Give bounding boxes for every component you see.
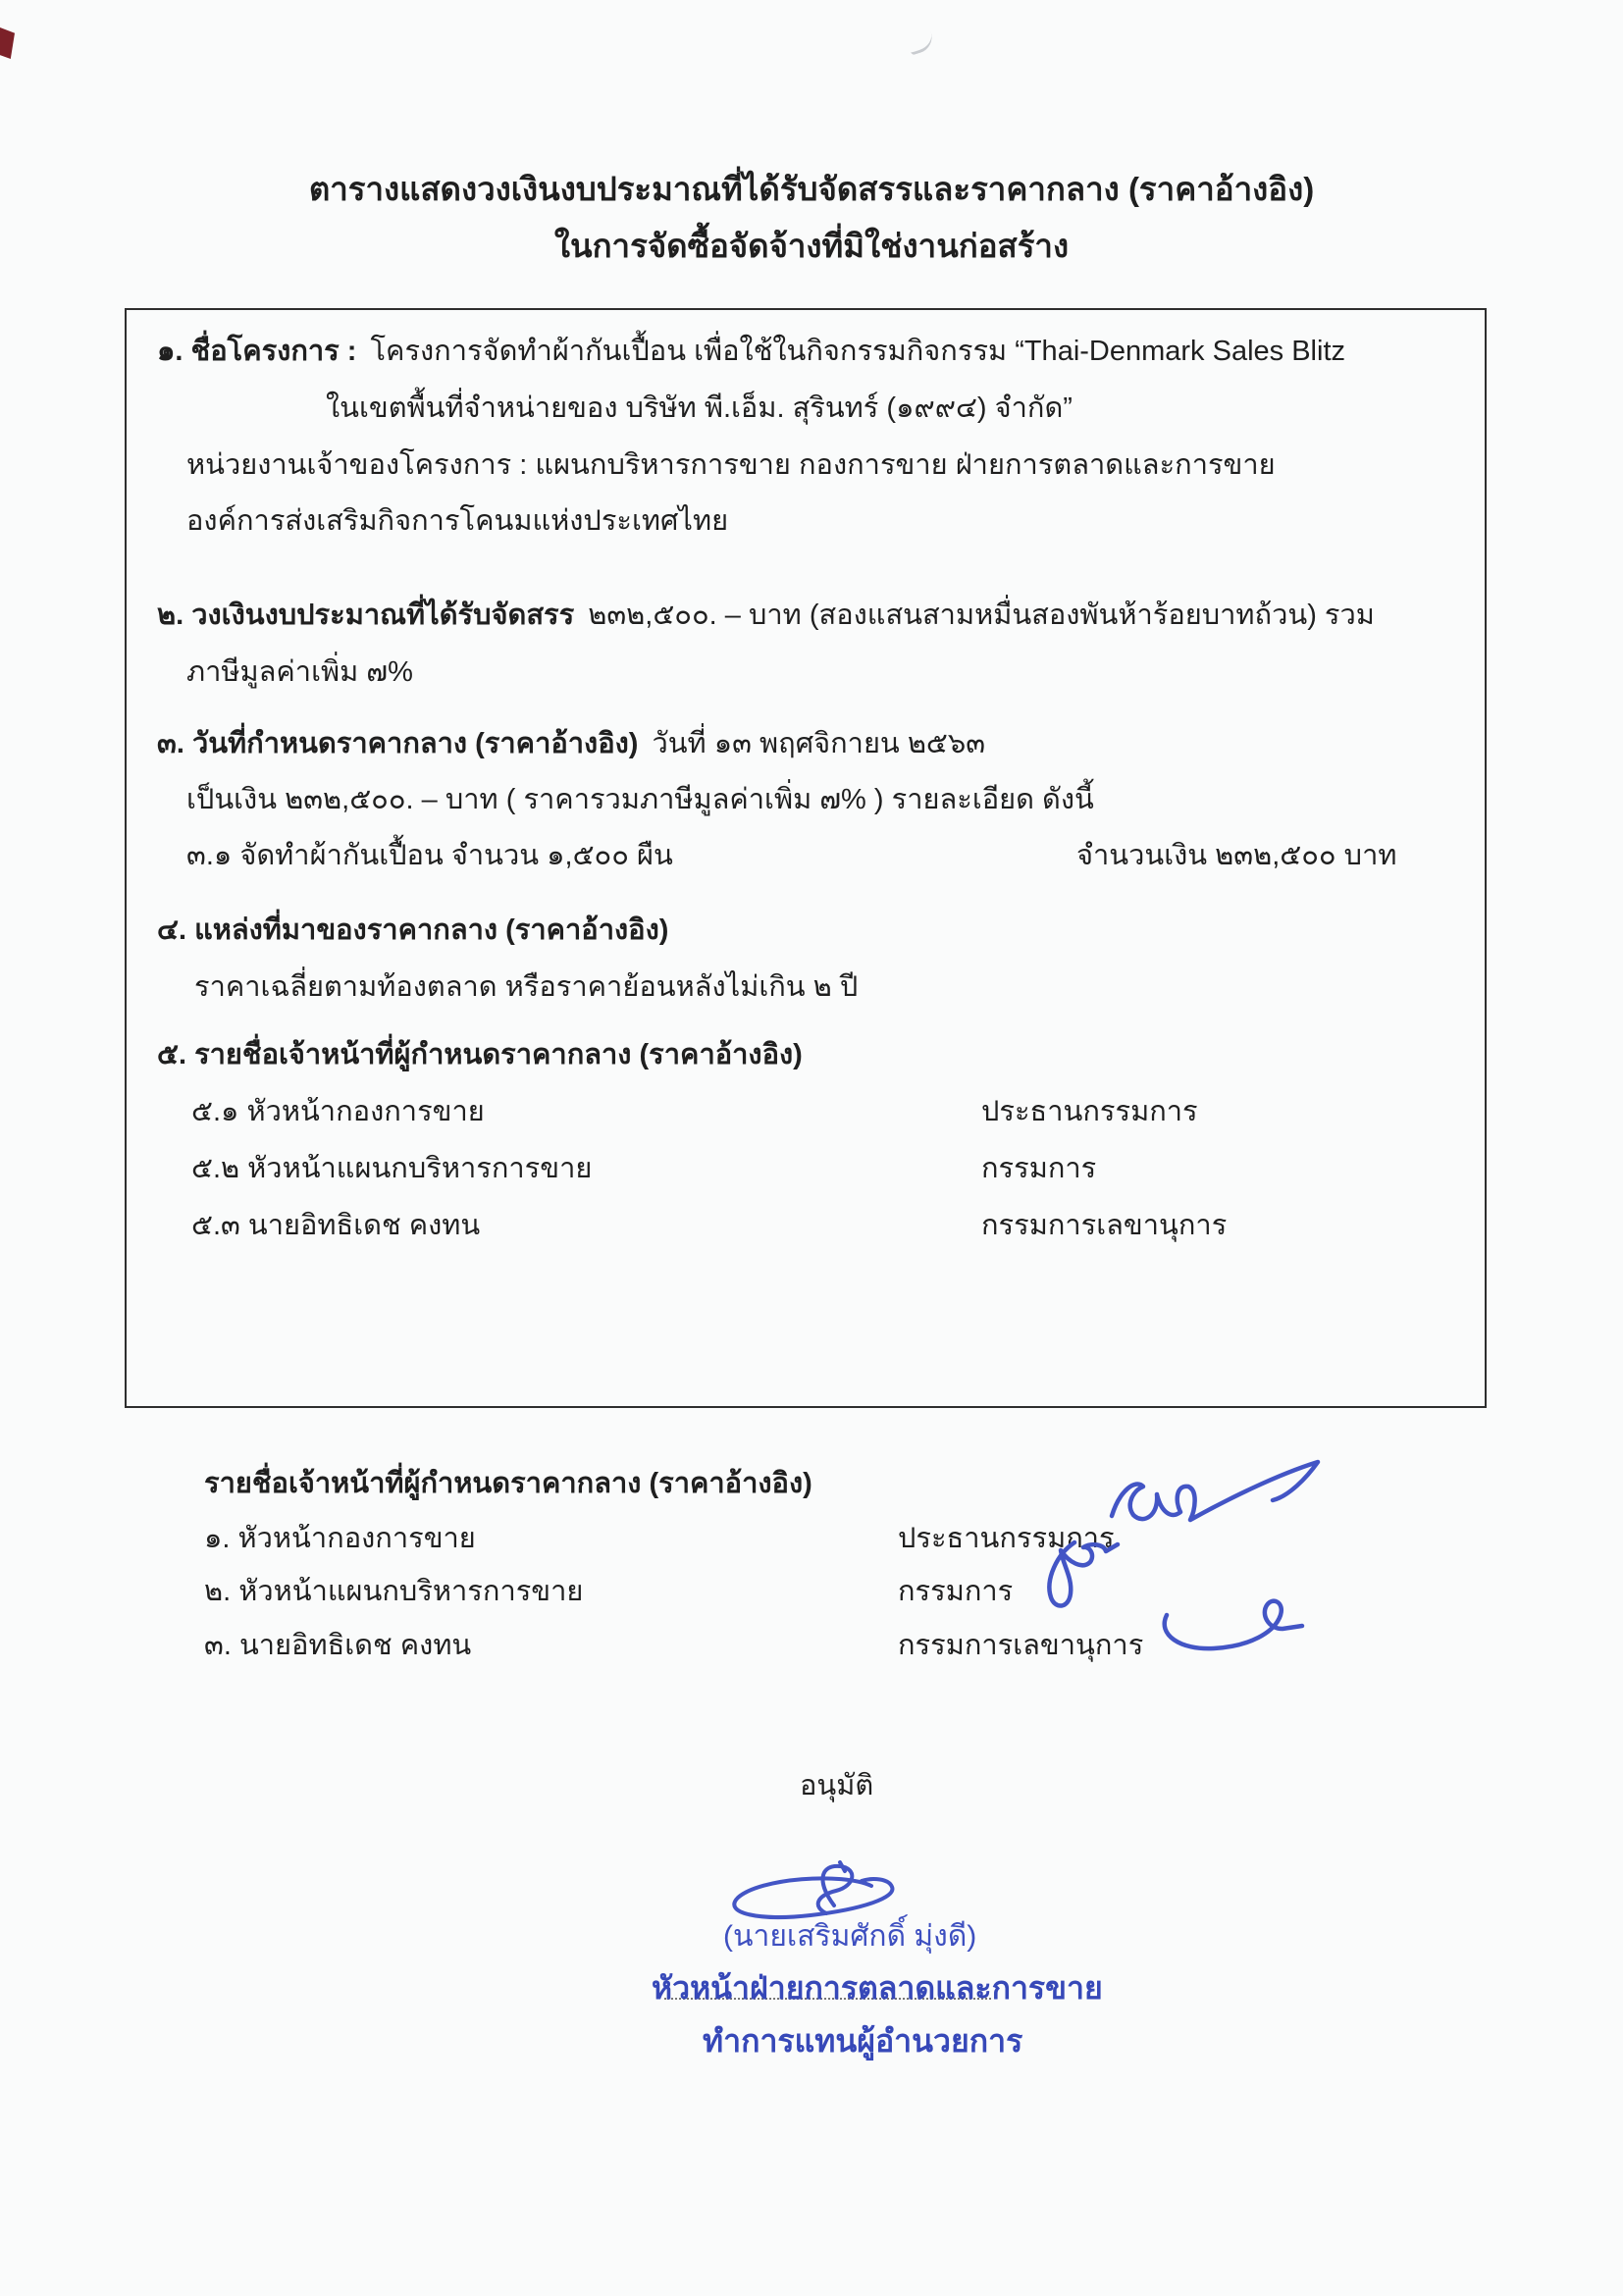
signoff-row3-name: ๓. นายอิทธิเดช คงทน (204, 1630, 472, 1661)
approver-title-stamp-line1: หัวหน้าฝ่ายการตลาดและการขาย (652, 1970, 1103, 2006)
item1-owner-agency-line2: องค์การส่งเสริมกิจการโคนมแห่งประเทศไทย (186, 505, 729, 537)
approver-name: (นายเสริมศักดิ์ มุ่งดี) (723, 1920, 977, 1953)
signoff-heading: รายชื่อเจ้าหน้าที่ผู้กำหนดราคากลาง (ราคาอ้างอิง) (204, 1468, 812, 1499)
scan-artifact-red-mark (0, 27, 15, 59)
item3-date-line1 (157, 726, 985, 763)
signoff-row2-name: ๒. หัวหน้าแผนกบริหารการขาย (204, 1576, 584, 1607)
item5-row2-role: กรรมการ (981, 1153, 1097, 1184)
item5-officials-label: ๕. รายชื่อเจ้าหน้าที่ผู้กำหนดราคากลาง (ราคาอ้างอิง) (157, 1039, 803, 1070)
approval-label: อนุมัติ (800, 1770, 874, 1801)
document-title-line1: ตารางแสดงวงเงินงบประมาณที่ได้รับจัดสรรและราคากลาง (ราคาอ้างอิง) (308, 171, 1315, 207)
item5-row3-role: กรรมการเลขานุการ (981, 1210, 1228, 1241)
item2-label: ๒. วงเงินงบประมาณที่ได้รับจัดสรร (157, 600, 575, 631)
item1-project-name-line1 (157, 334, 1345, 371)
item4-source-text: ราคาเฉลี่ยตามท้องตลาด หรือราคาย้อนหลังไม่เกิน ๒ ปี (194, 971, 859, 1003)
item3-amount-detail: เป็นเงิน ๒๓๒,๕๐๐. – บาท ( ราคารวมภาษีมูลค่าเพิ่ม ๗% ) รายละเอียด ดังนี้ (186, 784, 1094, 815)
item3-sub-amount: จำนวนเงิน ๒๓๒,๕๐๐ บาท (1076, 840, 1397, 871)
item2-budget-line1 (157, 598, 1375, 635)
item1-owner-agency-line1: หน่วยงานเจ้าของโครงการ : แผนกบริหารการขาย กองการขาย ฝ่ายการตลาดและการขาย (186, 449, 1276, 481)
scan-artifact-smudge (907, 31, 936, 55)
item2-budget-line2: ภาษีมูลค่าเพิ่ม ๗% (186, 656, 413, 688)
signoff-row3-role: กรรมการเลขานุการ (898, 1630, 1144, 1661)
item3-sub-item: ๓.๑ จัดทำผ้ากันเปื้อน จำนวน ๑,๕๐๐ ผืน (186, 840, 673, 871)
item5-row1-role: ประธานกรรมการ (981, 1096, 1198, 1127)
item5-row3-name: ๕.๓ นายอิทธิเดช คงทน (191, 1210, 481, 1241)
signoff-row2-role: กรรมการ (898, 1576, 1014, 1607)
approver-title-stamp-line2: ทำการแทนผู้อำนวยการ (703, 2023, 1023, 2059)
signature-chairman-icon (1104, 1455, 1335, 1548)
item3-date-text: วันที่ ๑๓ พฤศจิกายน ๒๕๖๓ (652, 728, 986, 759)
item1-project-name-line2: ในเขตพื้นที่จำหน่ายของ บริษัท พี.เอ็ม. สุรินทร์ (๑๙๙๔) จำกัด” (326, 392, 1073, 424)
item5-row1-name: ๕.๑ หัวหน้ากองการขาย (191, 1096, 485, 1127)
signoff-row1-name: ๑. หัวหน้ากองการขาย (204, 1523, 476, 1554)
signature-secretary-icon (1153, 1588, 1315, 1656)
signature-member-icon (1035, 1537, 1138, 1615)
signoff-row1-role: ประธานกรรมการ (898, 1523, 1115, 1554)
item1-label: ๑. ชื่อโครงการ : (157, 336, 357, 367)
item5-row2-name: ๕.๒ หัวหน้าแผนกบริหารการขาย (191, 1153, 593, 1184)
item4-source-label: ๔. แหล่งที่มาของราคากลาง (ราคาอ้างอิง) (157, 914, 669, 946)
item3-label: ๓. วันที่กำหนดราคากลาง (ราคาอ้างอิง) (157, 728, 639, 759)
document-title-line2: ในการจัดซื้อจัดจ้างที่มิใช่งานก่อสร้าง (553, 228, 1070, 264)
item2-amount-text: ๒๓๒,๕๐๐. – บาท (สองแสนสามหมื่นสองพันห้าร้อยบาทถ้วน) รวม (588, 600, 1375, 631)
item1-text1: โครงการจัดทำผ้ากันเปื้อน เพื่อใช้ในกิจกรรมกิจกรรม “Thai-Denmark Sales Blitz (370, 336, 1346, 367)
